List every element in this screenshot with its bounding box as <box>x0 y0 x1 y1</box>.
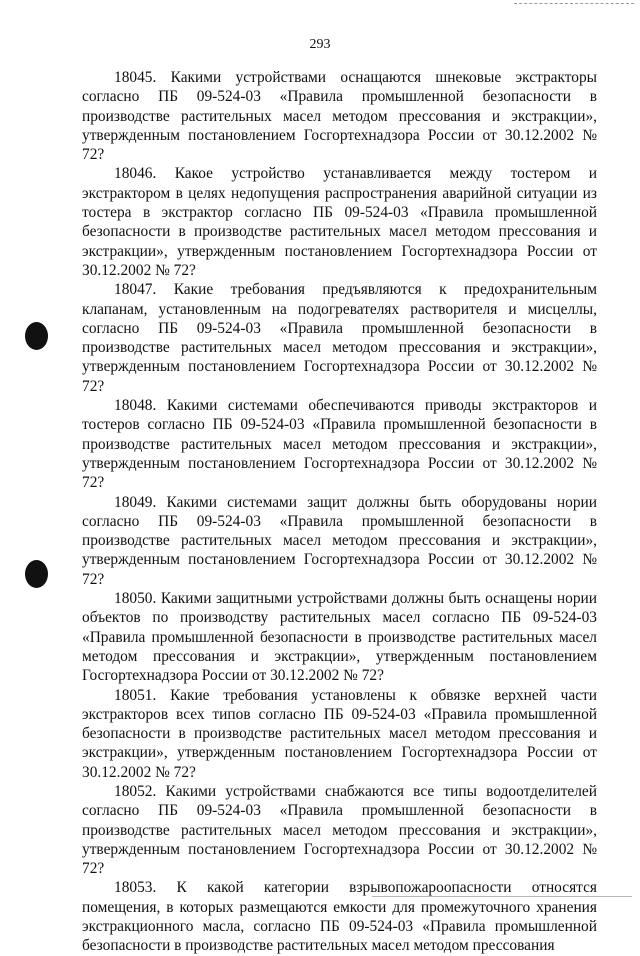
page-number: 293 <box>309 37 331 52</box>
question-18052: 18052. Какими устройствами снабжаются все типы водоотделителей согласно ПБ 09-524-03 «Правила промышленной безопасности в производстве растительных масел методом прессования и экстракции», утвержденным постановлением Госгортехнадзора России от 30.12.2002 № 72? <box>82 782 597 878</box>
scan-edge-mark <box>514 3 634 5</box>
question-18051: 18051. Какие требования установлены к обвязке верхней части экстракторов всех типов согласно ПБ 09-524-03 «Правила промышленной безопасности в производстве растительных масел методом прессования и экстракции», утвержденным постановлением Госгортехнадзора России от 30.12.2002 № 72? <box>82 686 597 781</box>
punch-hole-lower <box>25 560 48 588</box>
scan-edge-line <box>372 896 632 897</box>
question-18046: 18046. Какое устройство устанавливается между тостером и экстрактором в целях недопущения распространения аварийной ситуации из тостера в экстрактор согласно ПБ 09-524-03 «Правила промышленной безопасности в производстве растительных масел методом прессования и экстракции», утвержденным постановлением Госгортехнадзора России от 30.12.2002 № 72? <box>82 165 597 279</box>
question-18045: 18045. Какими устройствами оснащаются шнековые экстракторы согласно ПБ 09-524-03 «Правила промышленной безопасности в производстве растительных масел методом прессования и экстракции», утвержденным постановлением Госгортехнадзора России от 30.12.2002 № 72? <box>82 69 597 164</box>
question-18050: 18050. Какими защитными устройствами должны быть оснащены нории объектов по производству растительных масел согласно ПБ 09-524-03 «Правила промышленной безопасности в производстве растительных масел методом прессования и экстракции», утвержденным постановлением Госгортехнадзора России от 30.12.2002 № 72? <box>82 590 597 685</box>
question-18048: 18048. Какими системами обеспечиваются приводы экстракторов и тостеров согласно ПБ 09-524-03 «Правила промышленной безопасности в производстве растительных масел методом прессования и экстракции», утвержденным постановлением Госгортехнадзора России от 30.12.2002 № 72? <box>82 397 597 492</box>
question-list <box>82 68 597 956</box>
punch-hole-upper <box>25 322 48 350</box>
question-18049: 18049. Какими системами защит должны быть оборудованы нории согласно ПБ 09-524-03 «Правила промышленной безопасности в производстве растительных масел методом прессования и экстракции», утвержденным постановлением Госгортехнадзора России от 30.12.2002 № 72? <box>82 493 597 588</box>
question-18053: 18053. К какой категории взрывопожароопасности относятся помещения, в которых размещаются емкости для промежуточного хранения экстракционного масла, согласно ПБ 09-524-03 «Правила промышленной безопасности в производстве растительных масел методом прессования <box>82 879 597 955</box>
question-18047: 18047. Какие требования предъявляются к предохранительным клапанам, установленным на подогревателях растворителя и мисцеллы, согласно ПБ 09-524-03 «Правила промышленной безопасности в производстве растительных масел методом прессования и экстракции», утвержденным постановлением Госгортехнадзора России от 30.12.2002 № 72? <box>82 281 597 395</box>
